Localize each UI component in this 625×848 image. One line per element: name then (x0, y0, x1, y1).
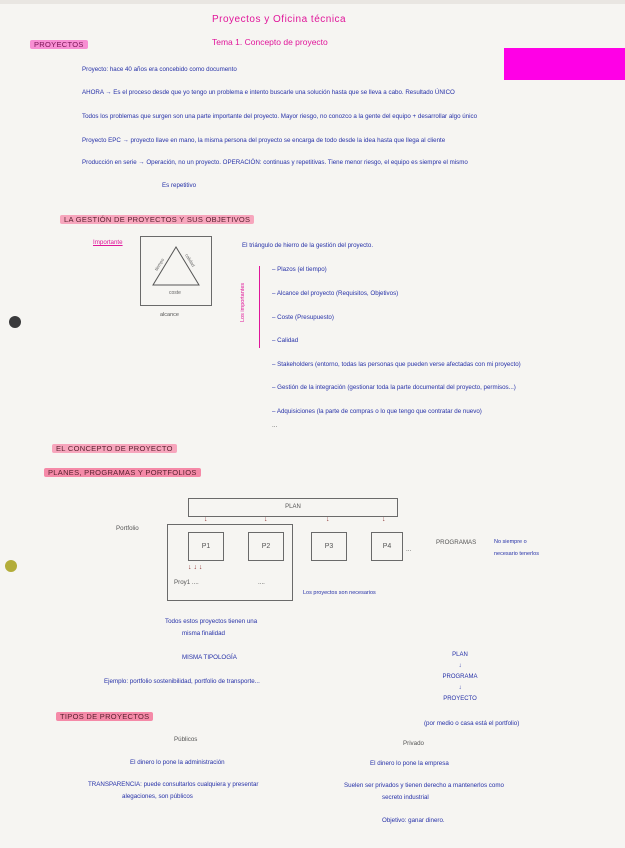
plan-label: PLAN (285, 504, 301, 510)
arrow-p2: ↓ (264, 516, 268, 523)
gestion-item-4: – Calidad (272, 337, 299, 344)
plan-box (188, 498, 398, 517)
intro-line-5: Producción en serie → Operación, no un proyecto. OPERACIÓN: continuas y repetitivas. Tiene menor riesgo, el equipo es siempre el mismo (82, 159, 468, 166)
svg-text:calidad: calidad (184, 252, 196, 268)
programs-note-2: necesario tenerlos (494, 551, 539, 557)
privado-title: Privado (403, 740, 424, 747)
magenta-redaction-block (504, 48, 625, 80)
typology-label: MISMA TIPOLOGÍA (182, 654, 237, 661)
iron-triangle-diagram (140, 236, 212, 306)
portfolio-label: Portfolio (116, 525, 139, 532)
programs-ellipsis: ... (406, 546, 412, 553)
intro-line-4: Proyecto EPC → proyecto llave en mano, la misma persona del proyecto se encarga de todo desde la idea hasta que llega al cliente (82, 137, 446, 144)
gestion-item-6: – Gestión de la integración (gestionar toda la parte documental del proyecto, permisos...) (272, 384, 516, 391)
arrow-proy-1: ↓ ↓ ↓ (188, 564, 203, 571)
publico-line-3: alegaciones, son públicos (122, 793, 193, 800)
intro-line-6: Es repetitivo (162, 182, 197, 189)
program-label-p4: P4 (382, 543, 392, 550)
portfolio-note-1: Todos estos proyectos tienen una (165, 618, 258, 625)
publico-line-1: El dinero lo pone la administración (130, 759, 225, 766)
program-box-p2 (248, 532, 284, 561)
program-label-p1: P1 (201, 543, 211, 550)
section-heading-planes: PLANES, PROGRAMAS Y PORTFOLIOS (44, 468, 201, 477)
hole-punch-bottom (5, 560, 17, 572)
programs-note-1: No siempre o (494, 539, 527, 545)
privado-line-4: Objetivo: ganar dinero. (382, 817, 445, 824)
hierarchy-plan: PLAN (452, 652, 468, 658)
intro-line-3: Todos los problemas que surgen son una parte importante del proyecto. Mayor riesgo, no conozco a la gente del equipo + desarrollar algo único (82, 113, 478, 120)
sub-project-ellipsis: .... (258, 579, 265, 586)
section-tag-proyectos: PROYECTOS (30, 40, 88, 49)
hierarchy-proyecto: PROYECTO (443, 696, 477, 702)
programs-label: PROGRAMAS (436, 539, 477, 546)
section-heading-gestion: LA GESTIÓN DE PROYECTOS Y SUS OBJETIVOS (60, 215, 254, 224)
gestion-item-2: – Alcance del proyecto (Requisitos, Objetivos) (272, 290, 399, 297)
arrow-p4: ↓ (382, 516, 386, 523)
gestion-ellipsis: ... (272, 422, 278, 429)
hierarchy-note: (por medio o casa está el portfolio) (424, 720, 520, 727)
svg-text:tiempo: tiempo (153, 257, 166, 272)
portfolio-note-2: misma finalidad (182, 630, 225, 637)
section-heading-tipos: TIPOS DE PROYECTOS (56, 712, 153, 721)
section-heading-concepto: EL CONCEPTO DE PROYECTO (52, 444, 177, 453)
program-box-p4 (371, 532, 403, 561)
privado-line-1: El dinero lo pone la empresa (370, 760, 449, 767)
program-label-p2: P2 (261, 543, 271, 550)
hierarchy-arrow-1: ↓ (458, 663, 462, 669)
hierarchy (430, 650, 490, 705)
arrow-p1: ↓ (204, 516, 208, 523)
triangle-caption-alcance: alcance (160, 312, 179, 318)
privado-line-2: Suelen ser privados y tienen derecho a mantenerlos como (344, 782, 504, 789)
hole-punch-top (9, 316, 21, 328)
program-label-p3: P3 (324, 543, 334, 550)
privado-line-3: secreto industrial (382, 794, 429, 801)
projects-note: Los proyectos son necesarios (303, 590, 376, 596)
page-title: Proyectos y Oficina técnica (212, 14, 347, 25)
page-subtitle: Tema 1. Concepto de proyecto (212, 37, 328, 47)
intro-line-2: AHORA → Es el proceso desde que yo tengo un problema e intento buscarle una solución hasta que se lleva a cabo. Resultado ÚNICO (82, 89, 455, 96)
program-box-p3 (311, 532, 347, 561)
bracket-label: Los importantes (240, 282, 246, 322)
program-box-p1 (188, 532, 224, 561)
svg-text:coste: coste (169, 290, 181, 296)
arrow-p3: ↓ (326, 516, 330, 523)
triangle-caption: El triángulo de hierro de la gestión del proyecto. (242, 242, 374, 249)
gestion-item-7: – Adquisiciones (la parte de compras o lo que tengo que contratar de nuevo) (272, 408, 482, 415)
gestion-item-3: – Coste (Presupuesto) (272, 314, 334, 321)
publico-line-2: TRANSPARENCIA: puede consultarlos cualquiera y presentar (88, 781, 259, 788)
hierarchy-programa: PROGRAMA (442, 674, 478, 680)
bracket-line (259, 266, 260, 348)
sub-project-label: Proy1 .... (174, 579, 199, 586)
important-label: Importante (93, 239, 123, 246)
gestion-item-1: – Plazos (el tiempo) (272, 266, 327, 273)
notebook-page (0, 4, 625, 848)
intro-line-1: Proyecto: hace 40 años era concebido como documento (82, 66, 237, 73)
triangle-icon (141, 237, 211, 305)
gestion-item-5: – Stakeholders (entorno, todas las personas que pueden verse afectadas con mi proyecto) (272, 361, 521, 368)
hierarchy-arrow-2: ↓ (458, 685, 462, 691)
publico-title: Públicos (174, 736, 198, 743)
portfolio-example: Ejemplo: portfolio sostenibilidad, portfolio de transporte... (104, 678, 260, 685)
